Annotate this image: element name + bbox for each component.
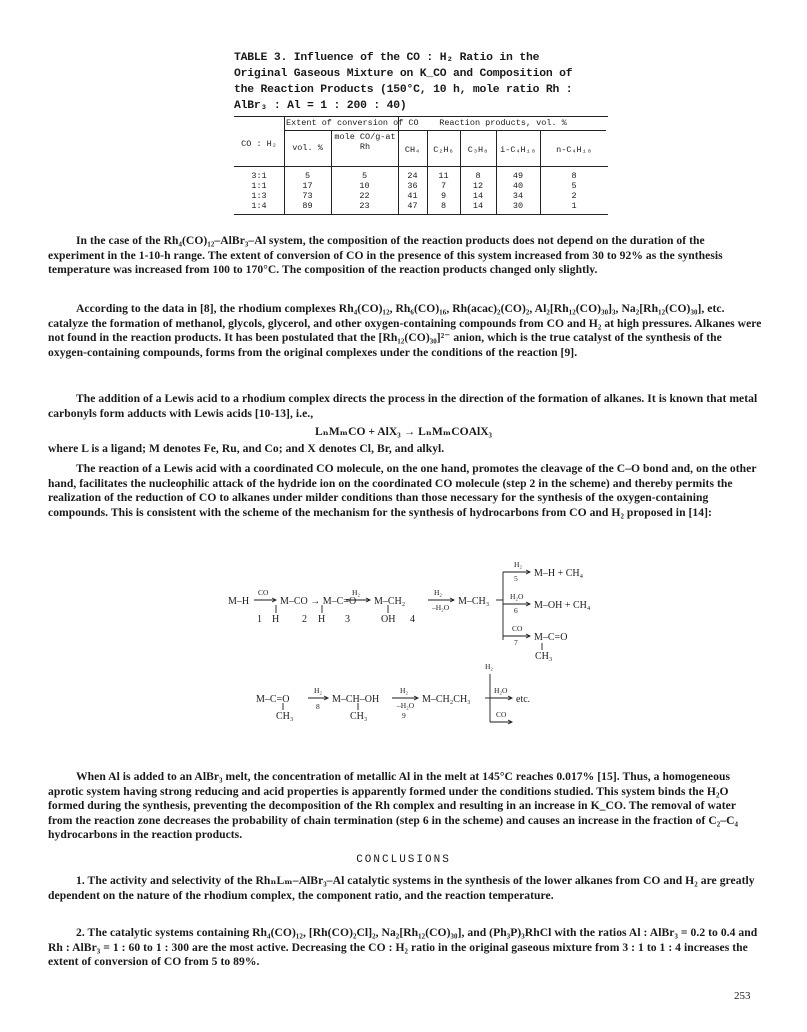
cell-c3h8: 14: [472, 201, 484, 211]
conclusion-2: 2. The catalytic systems containing Rh₄(CO)₁₂, [Rh(CO)₂Cl]₂, Na₂[Rh₁₂(CO)₃₀], and (Ph₃P)₃RhCl with the ratios Al : AlBr₃ = 0.2 to 0.4 and Rh : AlBr₃ = 1 : 60 to 1 : 300 are the most active. Decreasing the CO : H₂ ratio in the original gaseous mixture from 3 : 1 to 1 : 4 increases the extent of conversion of CO from 5 to 89%.: [48, 926, 758, 969]
scheme-sub-ch3: CH₃: [276, 711, 294, 722]
scheme-mchoh: M–CH–OH: [332, 694, 380, 705]
step-number: 8: [316, 702, 320, 711]
scheme-minus-h2o: –H₂O: [432, 603, 450, 612]
conclusion-1: 1. The activity and selectivity of the RhₙLₘ–AlBr₃–Al catalytic systems in the synthesis of the lower alkanes from CO and H₂ are greatly dependent on the nature of the rhodium complex, the component ratio, and the reaction temperature.: [48, 874, 755, 902]
paragraph-5: The reaction of a Lewis acid with a coordinated CO molecule, on the one hand, promotes the cleavage of the C–O bond and, on the other hand, facilitates the nucleophilic attack of the hydride ion on the coordinated CO molecule (step 2 in the scheme) and thereby permits the realization of the reduction of CO to alkanes under milder conditions than those necessary for the synthesis of the oxygen-containing compounds. This is consistent with the scheme of the mechanism for the synthesis of hydrocarbons from CO and H₂ proposed in [14]:: [48, 462, 757, 519]
cell-ic4h10: 34: [512, 191, 524, 201]
scheme-mch3: M–CH₃: [458, 596, 490, 607]
cell-vol: 89: [302, 201, 313, 211]
group-header-conversion: Extent of conversion of CO: [286, 118, 419, 128]
scheme-minus-h2o: –H₂O: [397, 701, 415, 710]
cell-c2h6: 7: [440, 181, 447, 191]
paragraph-6: When Al is added to an AlBr₃ melt, the concentration of metallic Al in the melt at 145°C reaches 0.017% [15]. Thus, a homogeneous aprotic system having strong reducing and acid properties is apparently formed under the conditions studied. This system binds the H₂O formed during the synthesis, preventing the decomposition of the Rh complex and resulting in an increase in K_CO. The removal of water from the reaction zone decreases the probability of chain termination (step 6 in the scheme) and causes an increase in the fraction of C₂–C₄ hydrocarbons in the reaction products.: [48, 770, 739, 842]
step-number: 9: [402, 711, 406, 720]
reaction-scheme: [0, 556, 807, 786]
subheader-mole: mole CO/g-at Rh: [334, 132, 396, 152]
scheme-drawing: [0, 556, 807, 786]
subheader-vol: vol. %: [292, 143, 323, 153]
cell-c2h6: 9: [440, 191, 447, 201]
paragraph-2: According to the data in [8], the rhodium complexes Rh₄(CO)₁₂, Rh₆(CO)₁₆, Rh(acac)₂(CO)₂, Al₂[Rh₁₂(CO)₃₀]₃, Na₂[Rh₁₂(CO)₃₀], etc. catalyze the formation of methanol, glycols, glycerol, and other oxygen-containing compounds from CO and H₂ at high pressures. Alkanes were not found in the reaction products. It has been postulated that the [Rh₁₂(CO)₃₀]²⁻ anion, which is the true catalyst of the synthesis of the oxygen-containing compounds, forms from the original complexes under the conditions of the reaction [9].: [48, 302, 762, 359]
page-number: 253: [734, 990, 751, 1002]
table-rule-bottom: [234, 214, 608, 215]
paragraph-1: In the case of the Rh₄(CO)₁₂–AlBr₃–Al system, the composition of the reaction products does not depend on the duration of the experiment in the 1-10-h range. The extent of conversion of CO in the presence of this system increased from 30 to 92% as the synthesis temperature was increased from 100 to 170°C. The composition of the reaction products changed only slightly.: [48, 234, 723, 277]
branch-product: M–H + CH₄: [534, 568, 584, 579]
scheme-mch2ch3: M–CH₂CH₃: [422, 694, 471, 705]
subheader-c2h6: C₂H₆: [433, 145, 454, 155]
cell-nc4h10: 5: [571, 181, 577, 191]
cell-ch4: 47: [407, 201, 418, 211]
cell-c3h8: 8: [475, 171, 481, 181]
table-rule-top: [234, 116, 608, 117]
scheme-h2-label: H₂: [400, 686, 409, 695]
table-rule-header: [234, 166, 608, 167]
cell-c3h8: 14: [472, 191, 484, 201]
scheme-mch2: M–CH₂: [374, 596, 406, 607]
branch-step: 7: [514, 638, 518, 647]
cell-vol: 17: [302, 181, 313, 191]
scheme-sub-h: H: [272, 614, 280, 625]
step-number: 1: [257, 614, 262, 625]
cell-ic4h10: 40: [512, 181, 524, 191]
scheme-h2o-label: H₂O: [494, 686, 508, 695]
branch-product: M–OH + CH₄: [534, 600, 591, 611]
table-caption: TABLE 3. Influence of the CO : H₂ Ratio in the Original Gaseous Mixture on K_CO and Composition of the Reaction Products (150°C, 10 h, mole ratio Rh : AlBr₃ : Al = 1 : 200 : 40): [234, 52, 573, 112]
branch-step: 6: [514, 606, 518, 615]
cell-c2h6: 11: [438, 171, 449, 181]
scheme-sub-h: H: [318, 614, 326, 625]
cell-ratio: 1:4: [251, 201, 267, 211]
cell-mole: 5: [361, 171, 368, 181]
scheme-mid: M–CO → M–C=O: [280, 596, 357, 607]
cell-ch4: 24: [407, 171, 418, 181]
table-rule-group: [284, 130, 606, 131]
branch-reagent: H₂O: [510, 592, 524, 601]
cell-nc4h10: 2: [571, 191, 577, 201]
step-number: 4: [410, 614, 415, 625]
cell-ch4: 41: [407, 191, 418, 201]
cell-vol: 5: [304, 171, 311, 181]
branch-step: 5: [514, 574, 518, 583]
equation: LₙMₘCO + AlX₃ → LₙMₘCOAlX₃: [314, 425, 493, 438]
paragraph-3: The addition of a Lewis acid to a rhodium complex directs the process in the direction of the formation of alkanes. It is known that metal carbonyls form adducts with Lewis acids [10-13], i.e.,: [48, 392, 758, 420]
subheader-nc4h10: n-C₄H₁₀: [556, 145, 592, 155]
cell-mole: 22: [359, 191, 370, 201]
paragraph-4: where L is a ligand; M denotes Fe, Ru, and Co; and X denotes Cl, Br, and alkyl.: [48, 442, 445, 455]
scheme-co-label: CO: [496, 710, 507, 719]
cell-ic4h10: 49: [512, 171, 524, 181]
branch-reagent: H₂: [514, 560, 523, 569]
conclusions-heading: CONCLUSIONS: [356, 854, 451, 866]
cell-ic4h10: 30: [512, 201, 524, 211]
scheme-h2-label: H₂: [352, 588, 361, 597]
subheader-ic4h10: i-C₄H₁₀: [500, 145, 536, 155]
scheme-h2-label: H₂: [434, 588, 443, 597]
branch-product: M–C=O: [534, 632, 568, 643]
cell-mole: 23: [359, 201, 370, 211]
branch-sub: CH₃: [535, 651, 553, 662]
cell-ratio: 1:1: [251, 181, 267, 191]
cell-nc4h10: 8: [571, 171, 577, 181]
scheme-sub-ch3: CH₃: [350, 711, 368, 722]
scheme-etc: etc.: [516, 694, 531, 705]
step-number: 3: [345, 614, 350, 625]
subheader-c3h8: C₃H₈: [467, 145, 489, 155]
subheader-ch4: CH₄: [404, 145, 421, 155]
cell-ch4: 36: [407, 181, 418, 191]
scheme-co-label: CO: [258, 588, 269, 597]
cell-c3h8: 12: [472, 181, 484, 191]
branch-reagent: CO: [512, 624, 523, 633]
step-number: 2: [302, 614, 307, 625]
cell-c2h6: 8: [440, 201, 447, 211]
cell-ratio: 1:3: [251, 191, 267, 201]
scheme-mh: M–H: [228, 596, 250, 607]
cell-nc4h10: 1: [571, 201, 577, 211]
cell-ratio: 3:1: [251, 171, 267, 181]
scheme-mco: M–C=O: [256, 694, 290, 705]
cell-mole: 10: [359, 181, 370, 191]
cell-vol: 73: [302, 191, 313, 201]
scheme-sub-oh: OH: [381, 614, 396, 625]
scheme-h2-top: H₂: [485, 662, 494, 671]
table-3: [234, 116, 608, 214]
group-header-products: Reaction products, vol. %: [439, 118, 567, 128]
row-header-co-h2: CO : H₂: [241, 139, 277, 149]
scheme-h2-label: H₂: [314, 686, 323, 695]
